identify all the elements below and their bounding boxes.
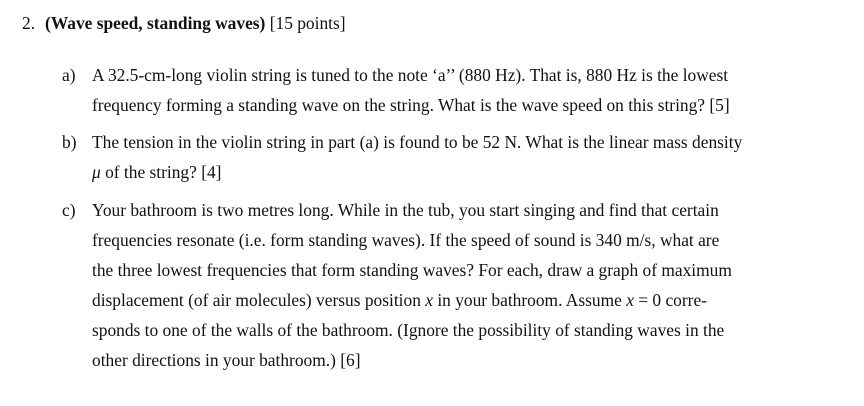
problem-points: [15 points] xyxy=(269,13,346,33)
x-variable: x xyxy=(626,290,634,310)
part-c-line-4-b: in your bathroom. Assume xyxy=(432,290,627,310)
part-c-label: c) xyxy=(62,200,76,220)
part-b xyxy=(62,127,836,187)
part-c-line-6: other directions in your bathroom.) [6] xyxy=(92,350,361,370)
part-c-line-4-a: displacement (of air molecules) versus position xyxy=(92,290,426,310)
part-b-line-2-text: of the string? [4] xyxy=(100,162,222,182)
part-c-line-4 xyxy=(92,285,836,315)
part-b-label: b) xyxy=(62,132,77,152)
part-c-text xyxy=(92,195,836,375)
part-b-text xyxy=(92,127,836,187)
problem-number: 2. xyxy=(22,13,36,33)
mu-symbol: μ xyxy=(92,162,101,182)
part-a-line-2: frequency forming a standing wave on the string. What is the wave speed on this string? [5] xyxy=(92,95,730,115)
part-c-line-2: frequencies resonate (i.e. form standing waves). If the speed of sound is 340 m/s, what are xyxy=(92,230,720,250)
part-b-line-2 xyxy=(92,157,836,187)
part-a-label: a) xyxy=(62,65,76,85)
x-variable: x xyxy=(425,290,433,310)
part-c-line-3: the three lowest frequencies that form standing waves? For each, draw a graph of maximum xyxy=(92,260,732,280)
problem-header xyxy=(22,8,346,38)
part-c-line-5: sponds to one of the walls of the bathroom. (Ignore the possibility of standing waves in the xyxy=(92,320,725,340)
problem-title: (Wave speed, standing waves) xyxy=(45,13,266,33)
part-c-line-1: Your bathroom is two metres long. While in the tub, you start singing and find that certain xyxy=(92,200,719,220)
part-b-line-1: The tension in the violin string in part (a) is found to be 52 N. What is the linear mass density xyxy=(92,132,743,152)
part-a xyxy=(62,60,836,120)
part-c xyxy=(62,195,836,375)
part-a-line-1: A 32.5-cm-long violin string is tuned to the note ‘a’’ (880 Hz). That is, 880 Hz is the lowest xyxy=(92,65,729,85)
part-a-text xyxy=(92,60,836,120)
part-c-line-4-c: = 0 corre- xyxy=(633,290,707,310)
